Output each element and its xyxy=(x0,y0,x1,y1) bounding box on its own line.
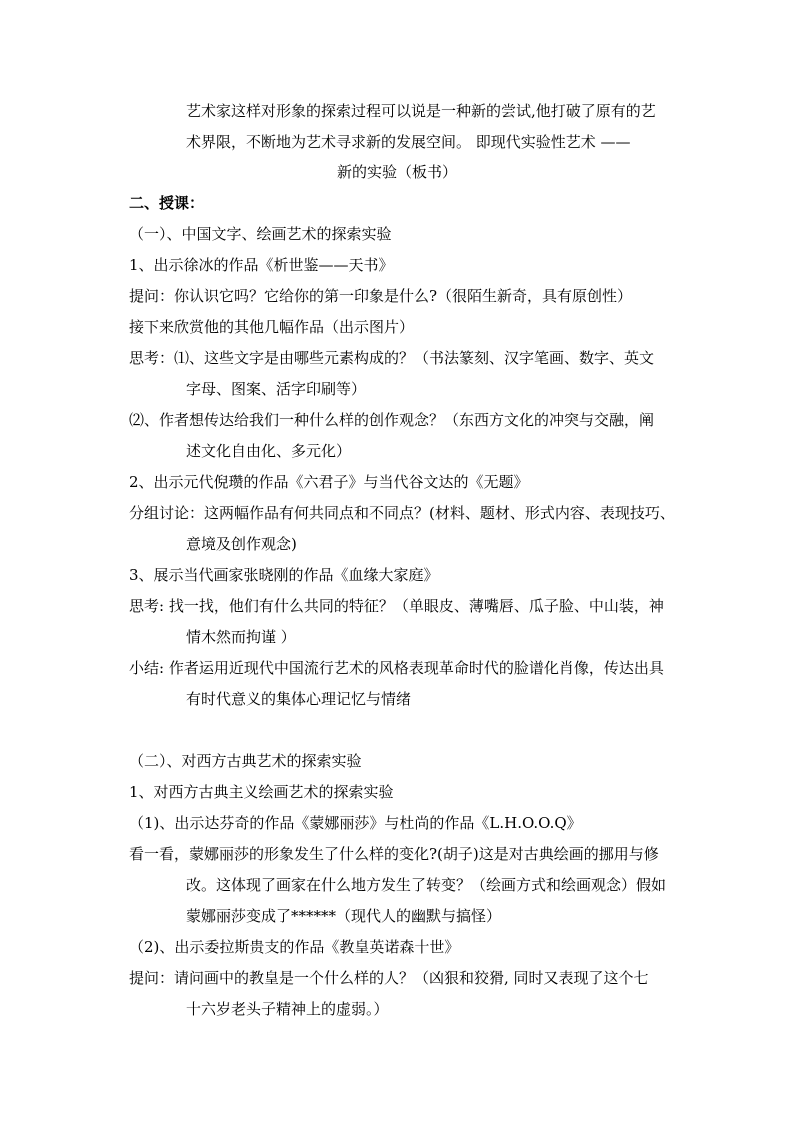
question-line-continued: 述文化自由化、多元化） xyxy=(186,442,352,460)
paragraph-line-continued: 改。这体现了画家在什么地方发生了转变？（绘画方式和绘画观念）假如 xyxy=(186,876,667,894)
board-title: 新的实验（板书） xyxy=(336,163,457,181)
question-line-continued: 字母、图案、活字印刷等） xyxy=(186,380,367,398)
paragraph-line: 术界限，不断地为艺术寻求新的发展空间。 即现代实验性艺术 —— xyxy=(186,133,631,151)
item-heading: 2、出示元代倪瓒的作品《六君子》与当代谷文达的《无题》 xyxy=(129,473,529,491)
summary-line: 小结: 作者运用近现代中国流行艺术的风格表现革命时代的脸谱化肖像，传达出具 xyxy=(129,659,664,677)
paragraph-line: 看一看，蒙娜丽莎的形象发生了什么样的变化?(胡子)这是对古典绘画的挪用与修 xyxy=(129,845,659,863)
question-line: ⑵、作者想传达给我们一种什么样的创作观念？（东西方文化的冲突与交融，阐 xyxy=(129,411,655,429)
question-line: 思考：⑴、这些文字是由哪些元素构成的？（书法篆刻、汉字笔画、数字、英文 xyxy=(129,349,655,367)
section-heading: 二、授课： xyxy=(129,194,205,212)
discussion-line: 分组讨论：这两幅作品有何共同点和不同点？(材料、题材、形式内容、表现技巧、 xyxy=(129,504,675,522)
question-line: 提问：请问画中的教皇是一个什么样的人？（凶狠和狡猾, 同时又表现了这个七 xyxy=(129,969,649,987)
paragraph-line: 接下来欣赏他的其他几幅作品（出示图片） xyxy=(129,318,415,336)
item-heading: 1、对西方古典主义绘画艺术的探索实验 xyxy=(129,783,394,801)
sub-item-heading: （2)、出示委拉斯贵支的作品《教皇英诺森十世》 xyxy=(129,938,460,956)
item-heading: 1、出示徐冰的作品《析世鉴——天书》 xyxy=(129,256,394,274)
subsection-heading: （一）、中国文字、绘画艺术的探索实验 xyxy=(129,225,392,243)
question-line-continued: 十六岁老头子精神上的虚弱。） xyxy=(186,1000,389,1018)
question-line: 提问：你认识它吗？它给你的第一印象是什么?（很陌生新奇，具有原创性） xyxy=(129,287,633,305)
question-line: 思考: 找一找，他们有什么共同的特征？（单眼皮、薄嘴唇、瓜子脸、中山装，神 xyxy=(129,597,664,615)
paragraph-line-continued: 蒙娜丽莎变成了******（现代人的幽默与搞怪） xyxy=(186,907,502,925)
question-line-continued: 情木然而拘谨 ） xyxy=(186,628,296,646)
summary-line-continued: 有时代意义的集体心理记忆与情绪 xyxy=(186,690,412,708)
paragraph-line: 艺术家这样对形象的探索过程可以说是一种新的尝试,他打破了原有的艺 xyxy=(186,102,656,120)
subsection-heading: （二）、对西方古典艺术的探索实验 xyxy=(129,752,362,770)
sub-item-heading: （1)、出示达芬奇的作品《蒙娜丽莎》与杜尚的作品《L.H.O.O.Q》 xyxy=(129,814,582,832)
discussion-line-continued: 意境及创作观念) xyxy=(186,535,297,553)
item-heading: 3、展示当代画家张晓刚的作品《血缘大家庭》 xyxy=(129,566,439,584)
